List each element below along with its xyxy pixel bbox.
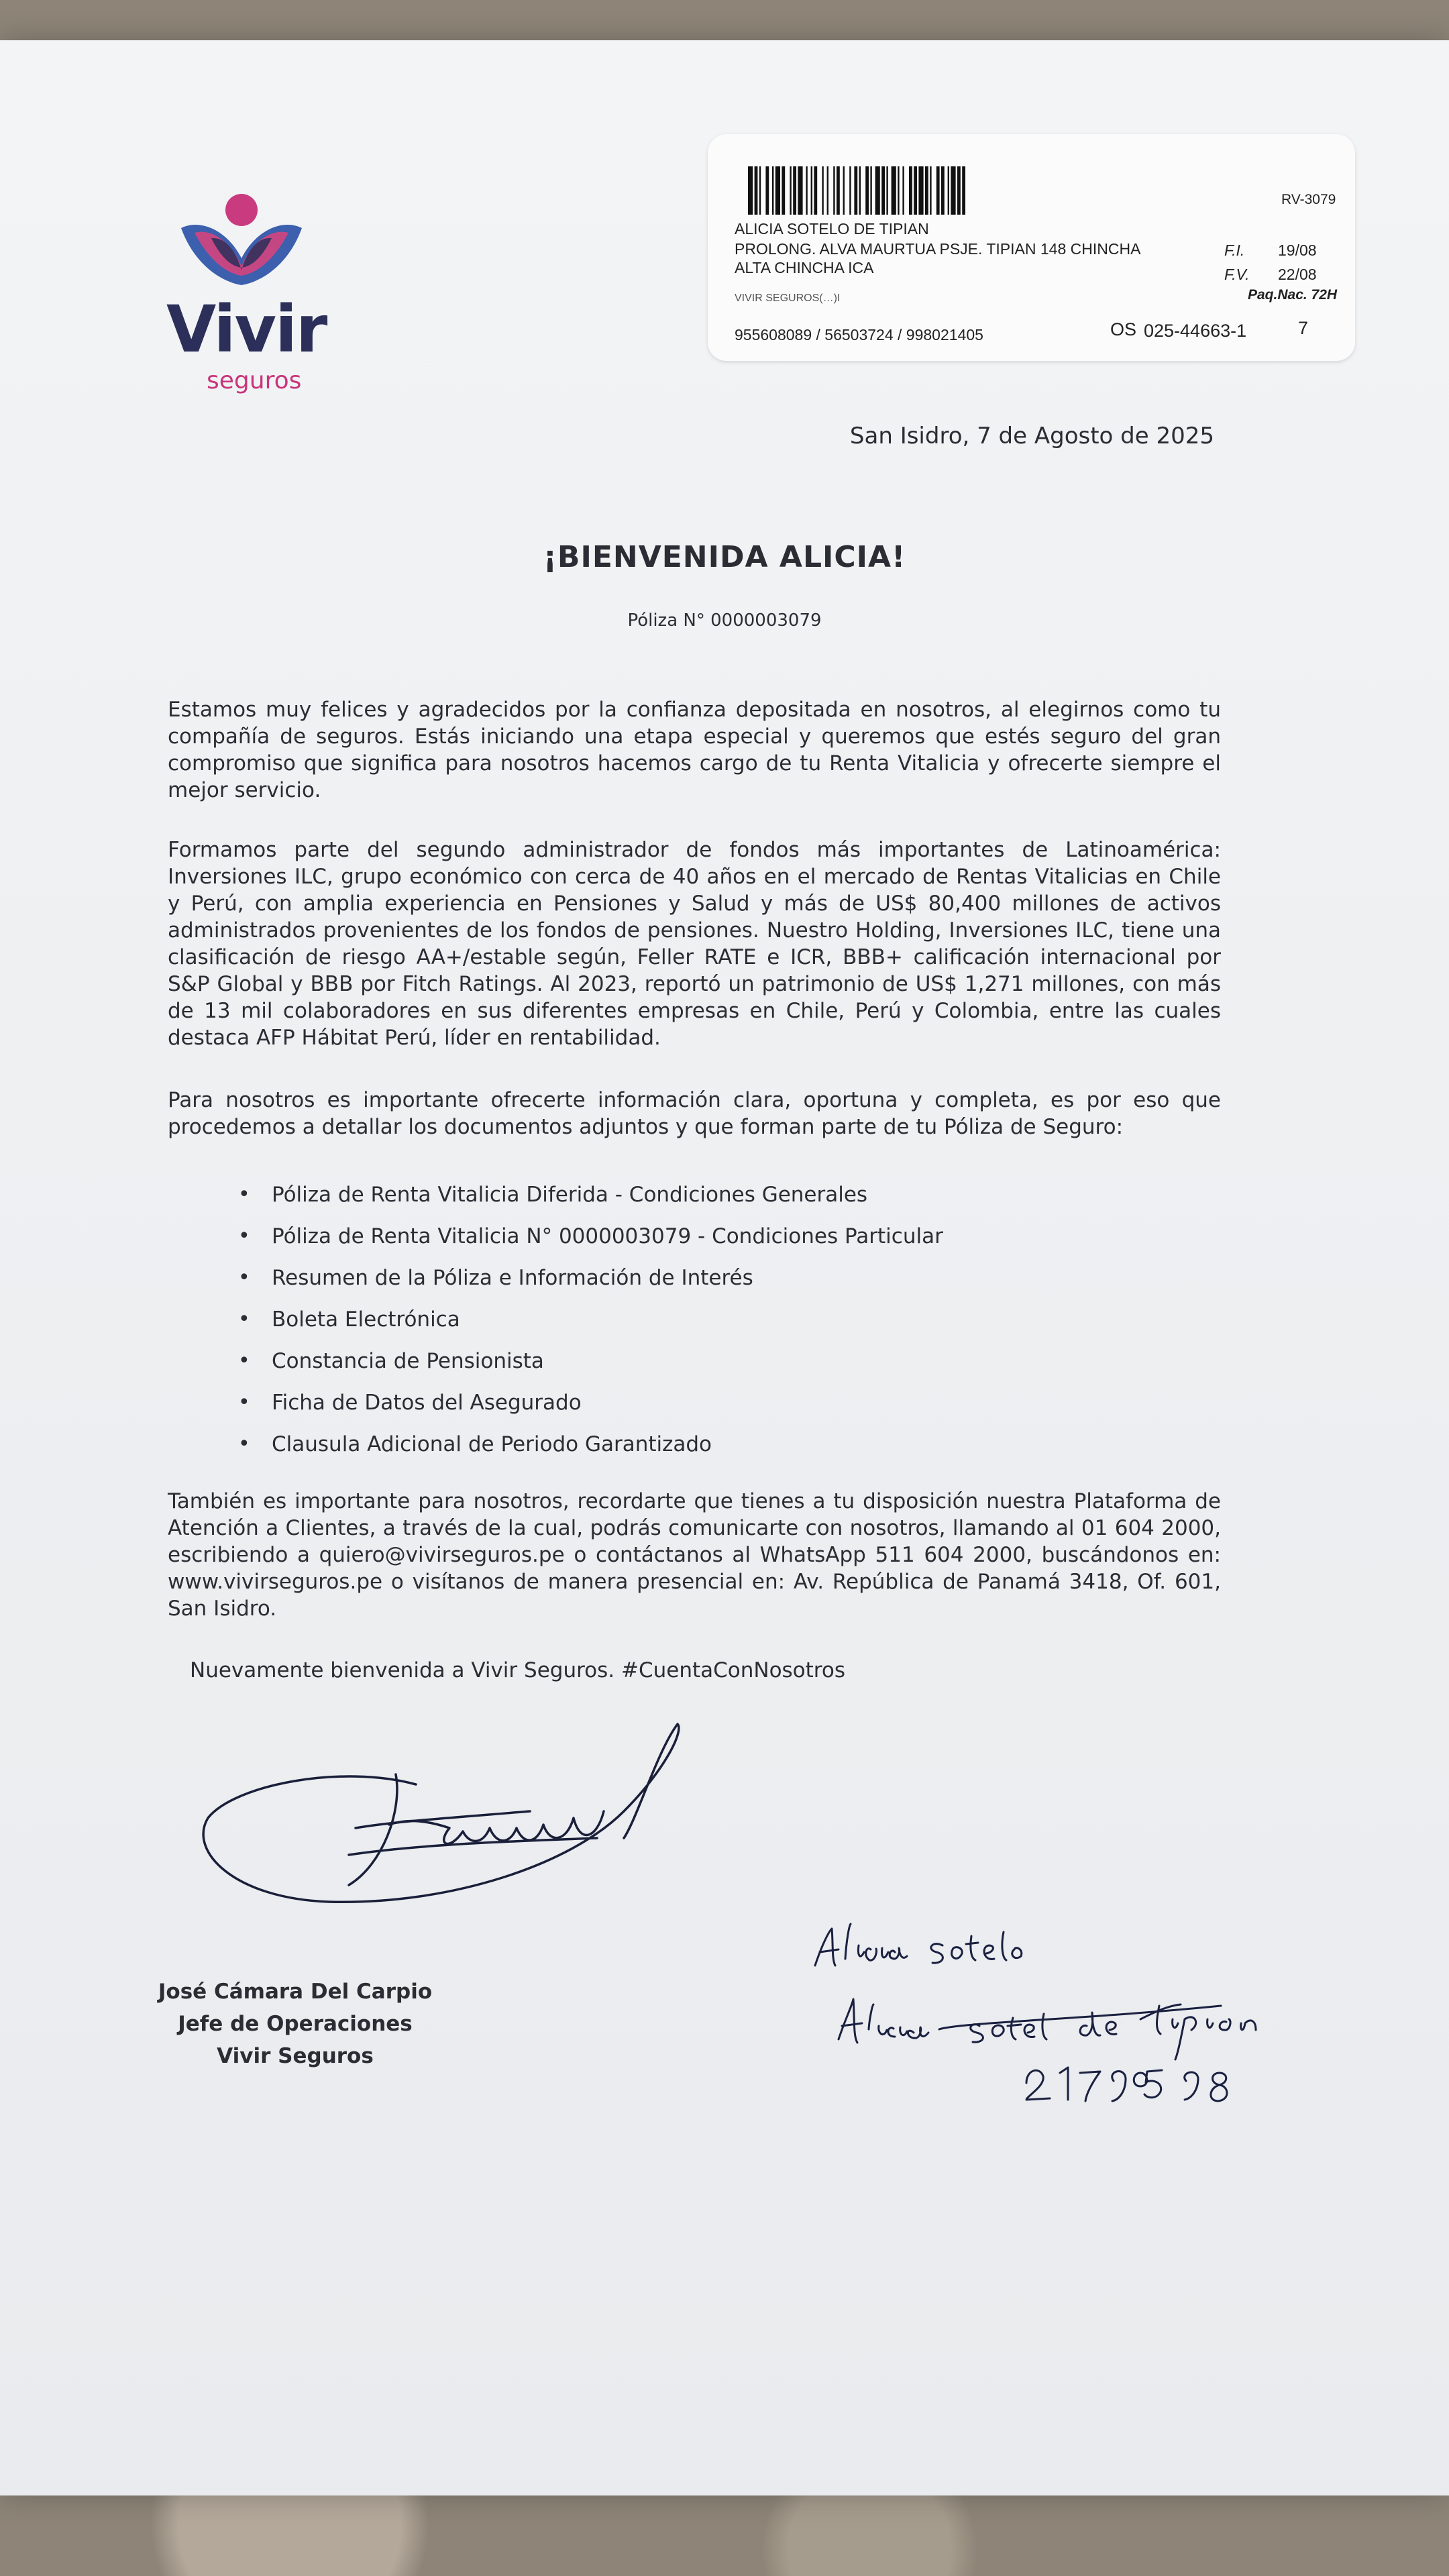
sender-line: VIVIR SEGUROS(…)I (735, 292, 841, 304)
policy-number: Póliza N° 0000003079 (627, 610, 822, 631)
letter-date: San Isidro, 7 de Agosto de 2025 (849, 423, 1214, 449)
letter-page (0, 40, 1449, 2496)
bullet-icon: • (238, 1391, 250, 1414)
bullet-icon: • (238, 1349, 250, 1373)
bullet-icon: • (238, 1224, 250, 1248)
signature-image (195, 1711, 718, 1952)
fv-label: F.V. (1224, 266, 1250, 283)
bullet-icon: • (238, 1183, 250, 1206)
barcode-icon (748, 166, 1124, 215)
handwritten-signature-image (805, 1905, 1355, 2106)
package-count: 7 (1298, 318, 1309, 338)
logo-subtitle: seguros (207, 367, 302, 394)
signer-name: José Cámara Del Carpio (158, 1980, 433, 2004)
os-label: OS (1110, 319, 1137, 339)
list-item: • Boleta Electrónica (238, 1299, 943, 1340)
list-item: • Póliza de Renta Vitalicia Diferida - Condiciones Generales (238, 1174, 943, 1216)
list-item: • Clausula Adicional de Periodo Garantizado (238, 1424, 943, 1465)
signer-role: Jefe de Operaciones (178, 2012, 413, 2036)
bullet-icon: • (238, 1307, 250, 1331)
list-item: • Constancia de Pensionista (238, 1340, 943, 1382)
phone-numbers: 955608089 / 56503724 / 998021405 (735, 326, 983, 343)
paragraph-documents-intro: Para nosotros es importante ofrecerte información clara, oportuna y completa, es por eso que procedemos a detallar los documentos adjuntos y que forman parte de tu Póliza de Seguro: (168, 1088, 1221, 1139)
fi-value: 19/08 (1278, 241, 1317, 259)
list-item: • Póliza de Renta Vitalicia N° 0000003079 - Condiciones Particular (238, 1216, 943, 1257)
logo-mark-icon (174, 191, 309, 292)
shipping-label (708, 134, 1355, 361)
fv-value: 22/08 (1278, 266, 1317, 283)
signer-block (0, 1976, 590, 2072)
closing-line: Nuevamente bienvenida a Vivir Seguros. #CuentaConNosotros (190, 1658, 845, 1682)
recipient-address-line2: ALTA CHINCHA ICA (735, 259, 874, 276)
logo-wordmark: Vivir (166, 292, 327, 367)
bullet-icon: • (238, 1266, 250, 1289)
os-value: 025-44663-1 (1144, 321, 1247, 341)
signer-company: Vivir Seguros (217, 2044, 374, 2068)
letter-title: ¡BIENVENIDA ALICIA! (543, 540, 906, 574)
paragraph-contact: También es importante para nosotros, recordarte que tienes a tu disposición nuestra Plataforma de Atención a Clientes, a través de la cual, podrás comunicarte con nosotros, llamando al 01 604 2000, escribiendo a quiero@vivirseguros.pe o contáctanos al WhatsApp 511 604 2000, buscándonos en: www.vivirseguros.pe o visítanos de manera presencial en: Av. República de Panamá 3418, Of. 601, San Isidro. (168, 1489, 1221, 1621)
recipient-name: ALICIA SOTELO DE TIPIAN (735, 220, 929, 237)
paragraph-welcome: Estamos muy felices y agradecidos por la confianza depositada en nosotros, al elegirnos como tu compañía de seguros. Estás iniciando una etapa especial y queremos que estés seguro del gran compromiso que significa para nosotros hacemos cargo de tu Renta Vitalicia y ofrecerte siempre el mejor servicio. (168, 698, 1221, 802)
recipient-address-line1: PROLONG. ALVA MAURTUA PSJE. TIPIAN 148 CHINCHA (735, 240, 1141, 258)
list-item: • Resumen de la Póliza e Información de Interés (238, 1257, 943, 1299)
list-item: • Ficha de Datos del Asegurado (238, 1382, 943, 1424)
fi-label: F.I. (1224, 241, 1245, 259)
paq-nac: Paq.Nac. 72H (1248, 287, 1338, 303)
company-logo (161, 191, 327, 394)
bullet-icon: • (238, 1432, 250, 1456)
documents-list (238, 1174, 943, 1465)
label-code: RV-3079 (1281, 192, 1336, 207)
paragraph-company: Formamos parte del segundo administrador de fondos más importantes de Latinoamérica: Inversiones ILC, grupo económico con cerca de 40 años en el mercado de Rentas Vitalicias en Chile y Perú, con amplia experiencia en Pensiones y Salud y más de US$ 80,400 millones de activos administrados provenientes de los fondos de pensiones. Nuestro Holding, Inversiones ILC, tiene una clasificación de riesgo AA+/estable según, Feller RATE e ICR, BBB+ calificación internacional por S&P Global y BBB por Fitch Ratings. Al 2023, reportó un patrimonio de US$ 1,271 millones, con más de 13 mil colaboradores en sus diferentes empresas en Chile, Perú y Colombia, entre las cuales destaca AFP Hábitat Perú, líder en rentabilidad. (168, 838, 1221, 1050)
